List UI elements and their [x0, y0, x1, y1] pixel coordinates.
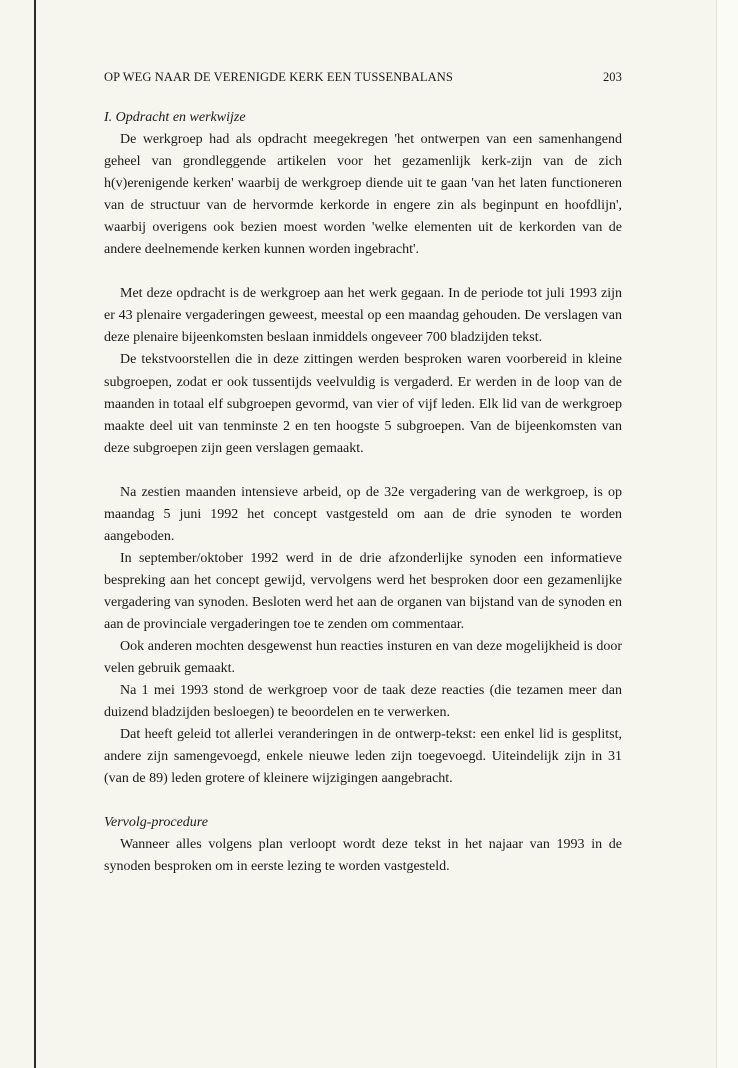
paragraph: In september/oktober 1992 werd in de drie afzonderlijke synoden een informatieve bespreking aan het concept gewijd, vervolgens werd het besproken door een gezamenlijke vergadering van synoden. Besloten werd het aan de organen van bijstand van de synoden en aan de provinciale vergaderingen toe te zenden om commentaar. [104, 550, 622, 632]
page-number: 203 [602, 70, 622, 84]
paragraph-gap [104, 460, 622, 482]
paragraph: Met deze opdracht is de werkgroep aan het werk gegaan. In de periode tot juli 1993 zijn er 43 plenaire vergaderingen geweest, meestal op een maandag gehouden. De verslagen van deze plenaire bijeenkomsten beslaan inmiddels ongeveer 700 bladzijden tekst. [104, 286, 622, 346]
paragraph-gap [104, 790, 622, 812]
paragraph: Wanneer alles volgens plan verloopt wordt deze tekst in het najaar van 1993 in de synoden besproken om in eerste lezing te worden vastgesteld. [104, 837, 622, 875]
running-title: OP WEG NAAR DE VERENIGDE KERK EEN TUSSENBALANS [104, 70, 453, 84]
body-text [104, 107, 622, 879]
paragraph: De tekstvoorstellen die in deze zittingen werden besproken waren voorbereid in kleine subgroepen, zodat er ook tussentijds veelvuldig is vergaderd. Er werden in de loop van de maanden in totaal elf subgroepen gevormd, van vier of vijf leden. Elk lid van de werkgroep maakte deel uit van tenminste 2 en ten hoogste 5 subgroepen. Van de bijeenkomsten van deze subgroepen zijn geen verslagen gemaakt. [104, 352, 622, 456]
section-heading: Vervolg-procedure [104, 815, 208, 831]
paragraph: De werkgroep had als opdracht meegekregen 'het ontwerpen van een samenhangend geheel van grondleggende artikelen voor het gezamenlijk kerk-zijn van de zich h(v)erenigende kerken' waarbij de werkgroep diende uit te gaan 'van het laten functioneren van de structuur van de hervormde kerkorde in engere zin als beginpunt en hoofdlijn', waarbij overigens ook bezien moest worden 'welke elementen uit de kerkorden van de andere deelnemende kerken kunnen worden ingebracht'. [104, 132, 622, 258]
paragraph: Na 1 mei 1993 stond de werkgroep voor de taak deze reacties (die tezamen meer dan duizend bladzijden besloegen) te beoordelen en te verwerken. [104, 683, 622, 721]
page-edge [716, 0, 738, 1068]
page-spine-line [34, 0, 36, 1068]
paragraph: Ook anderen mochten desgewenst hun reacties insturen en van deze mogelijkheid is door velen gebruik gemaakt. [104, 639, 622, 677]
section-heading: I. Opdracht en werkwijze [104, 110, 246, 125]
paragraph: Na zestien maanden intensieve arbeid, op de 32e vergadering van de werkgroep, is op maandag 5 juni 1992 het concept vastgesteld om aan de drie synoden te worden aangeboden. [104, 484, 622, 544]
paragraph: Dat heeft geleid tot allerlei veranderingen in de ontwerp-tekst: een enkel lid is gesplitst, andere zijn samengevoegd, enkele nieuwe leden zijn toegevoegd. Uiteindelijk zijn in 31 (van de 89) leden grotere of kleinere wijzigingen aangebracht. [104, 727, 622, 787]
paragraph-gap [104, 261, 622, 283]
running-header [104, 70, 622, 86]
